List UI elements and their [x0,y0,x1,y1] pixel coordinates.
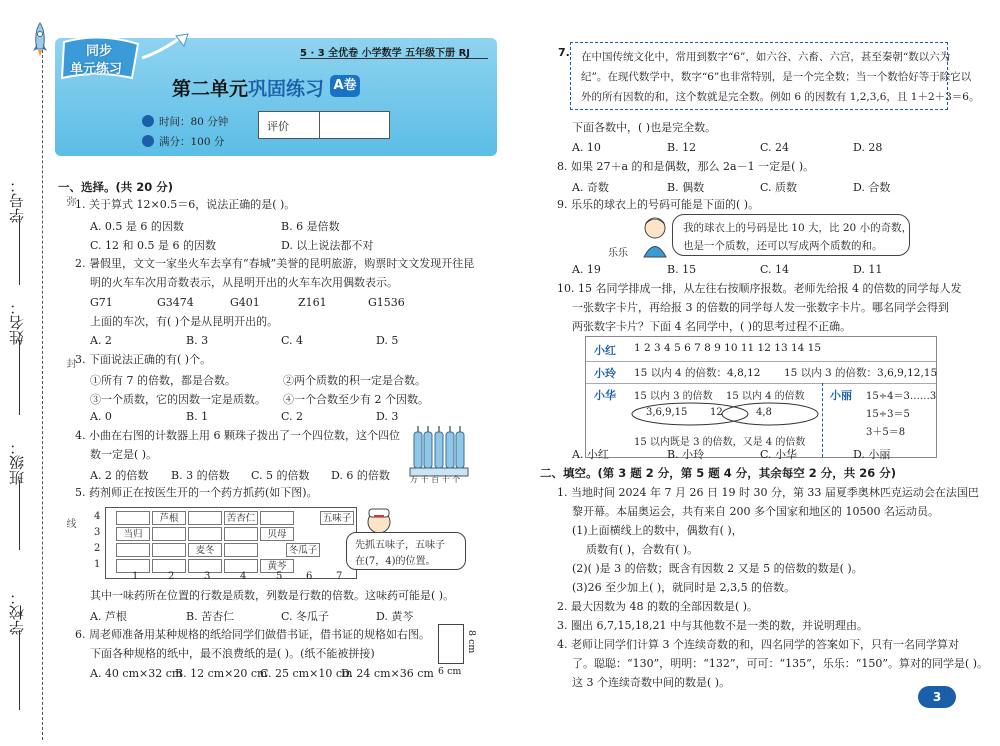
q3-option-d[interactable]: D. 3 [376,410,399,423]
q9-option-c[interactable]: C. 14 [760,263,790,276]
speech-line-2: 在(7，4)的位置。 [355,556,436,567]
drug-blank [188,511,222,525]
rating-divider [319,112,320,138]
q5-line1: 其中一味药所在位置的行数是质数，列数是行数的倍数。这味药可能是( )。 [90,589,455,602]
drug-blank [116,511,150,525]
table-divider [586,383,936,384]
abacus-illustration [408,422,470,486]
q10-option-b[interactable]: B. 小玲 [667,448,705,461]
drug-wuweizi: 五味子 [320,511,354,525]
name-label: 姓名： [8,300,26,345]
student-id-label: 学号： [8,178,26,223]
lele-name: 乐乐 [608,248,628,259]
drug-blank [224,527,258,541]
q8-option-a[interactable]: A. 奇数 [572,181,609,194]
fill-q3: 3. 圈出 6,7,15,18,21 中与其他数不是一类的数，并说明理由。 [557,619,868,632]
grid-row-1: 1 [94,559,101,570]
q10-option-d[interactable]: D. 小丽 [853,448,891,461]
q3-option-c[interactable]: C. 2 [281,410,304,423]
grid-row-3: 3 [94,527,101,538]
q10-thinking-table [585,336,937,458]
q4-option-d[interactable]: D. 6 的倍数 [331,469,390,482]
q3-option-a[interactable]: A. 0 [90,410,112,423]
class-label: 班级： [8,440,26,485]
rocket-icon [30,22,50,58]
drug-blank [152,543,186,557]
drug-kuxingren: 苦杏仁 [224,511,258,525]
note-line-1: 在中国传统文化中，常用到数字“6”，如六谷、六畜、六宫，甚至秦朝“数以六为 [581,51,951,63]
q7-culture-note [570,42,980,110]
q9-option-b[interactable]: B. 15 [667,263,697,276]
xiaohua-label: 小华 [594,389,616,402]
q4-option-a[interactable]: A. 2 的倍数 [90,469,149,482]
rocket-decoration-icon [140,32,190,62]
speech-line-1: 先抓五味子，五味子 [355,540,445,551]
fill-q4-line2[interactable]: 了。聪聪：“130”，明明：“132”，可可：“135”，乐乐：“150”。算对的同学是( )。 [572,657,989,670]
grid-row-2: 2 [94,543,101,554]
library-card-diagram [438,624,464,664]
fill-q4-line3[interactable]: 这 3 个连续奇数中间的数是( )。 [572,676,731,689]
tag-line-2: 单元练习 [70,62,123,77]
pharmacist-speech-bubble [346,532,466,570]
grid-row-4: 4 [94,511,101,522]
xiaohua-set-b-label: 15 以内 4 的倍数 [726,391,805,402]
exam-time: 时间：80 分钟 [159,116,229,128]
school-blank[interactable] [19,630,20,710]
fill-q2[interactable]: 2. 最大因数为 48 的数的全部因数是( )。 [557,600,759,613]
q2-line2: 明的火车车次用奇数表示，从昆明开出的火车车次用偶数表示。 [90,276,398,289]
q7-stem: 下面各数中，( )也是完全数。 [572,121,717,134]
title-highlight: 巩固练习 [248,78,325,100]
student-id-blank[interactable] [19,215,20,285]
q8-option-b[interactable]: B. 偶数 [667,181,705,194]
rating-box[interactable] [258,111,390,139]
q7-option-b[interactable]: B. 12 [667,141,697,154]
grid-col-4: 4 [240,571,247,582]
q7-option-c[interactable]: C. 24 [760,141,790,154]
q3-statement-2: ②两个质数的积一定是合数。 [283,374,426,387]
seal-char-xian: 线 [64,518,75,528]
fill-q1-sub1[interactable]: (1)上面横线上的数中，偶数有( )， [572,524,743,537]
exam-meta [142,112,228,152]
q1-option-d[interactable]: D. 以上说法都不对 [281,239,374,252]
venn-left-values: 3,6,9,15 [646,407,688,418]
q10-option-c[interactable]: C. 小华 [760,448,798,461]
q5-option-a[interactable]: A. 芦根 [90,610,127,623]
q7-option-a[interactable]: A. 10 [572,141,601,154]
q5-option-c[interactable]: C. 冬瓜子 [281,610,330,623]
q9-option-a[interactable]: A. 19 [572,263,601,276]
q2-train-3: G401 [230,296,260,309]
grid-col-6: 6 [306,571,313,582]
card-width-label: 6 cm [438,666,462,677]
fill-q4-line1: 4. 老师让同学们计算 3 个连续奇数的和，四名同学的答案如下，只有一名同学算对 [557,638,959,651]
exam-score: 满分：100 分 [159,136,225,148]
venn-overlap-value: 12 [710,407,723,418]
q1-stem: 1. 关于算式 12×0.5＝6，说法正确的是( )。 [75,198,296,211]
drug-blank [224,543,258,557]
q2-train-1: G71 [90,296,113,309]
table-divider [586,361,936,362]
check-icon [142,135,154,147]
q8-option-d[interactable]: D. 合数 [853,181,891,194]
q2-option-b[interactable]: B. 3 [186,334,209,347]
sync-practice-tag [60,34,142,84]
xiaohua-set-a-label: 15 以内 3 的倍数 [634,391,713,402]
q2-train-5: G1536 [368,296,405,309]
fill-q1-line2: 黎开幕。本届奥运会，共有来自 200 多个国家和地区的 10500 名运动员。 [572,505,939,518]
lele-speech-bubble [672,214,913,256]
xiaohong-sequence: 1 2 3 4 5 6 7 8 9 10 11 12 13 14 15 [634,342,822,354]
q2-train-2: G3474 [157,296,194,309]
xiaoli-step-3: 3＋5＝8 [866,427,906,438]
fill-q1-line1: 1. 当地时间 2024 年 7 月 26 日 19 时 30 分，第 33 届夏季奥林匹克运动会在法国巴 [557,486,979,499]
q6-option-a[interactable]: A. 40 cm×32 cm [90,667,183,680]
q7-number: 7. [558,46,570,59]
series-line: 5 · 3 全优卷 小学数学 五年级下册 RJ [300,48,471,59]
q7-option-d[interactable]: D. 28 [853,141,883,154]
xiaoli-step-1: 15÷4＝3……3 [866,391,937,402]
note-line-2: 纪”。在现代数学中，数字“6”也非常特别，是一个完全数；当一个数恰好等于除它以 [581,71,972,83]
title-underline [300,58,488,59]
section2-heading: 二、填空。(第 3 题 2 分，第 5 题 4 分，其余每空 2 分，共 26 分) [540,466,897,480]
drug-blank [116,543,150,557]
drug-huangqin: 黄芩 [260,559,294,573]
q8-option-c[interactable]: C. 质数 [760,181,798,194]
q1-option-c[interactable]: C. 12 和 0.5 是 6 的因数 [90,239,216,252]
bubble-line-2: 也是一个质数，还可以写成两个质数的和。 [683,240,883,252]
xiaohua-conclusion: 15 以内既是 3 的倍数，又是 4 的倍数 [634,437,806,448]
xiaoling-line-a: 15 以内 4 的倍数：4,8,12 [634,367,761,379]
rating-label: 评价 [267,120,289,133]
q10-option-a[interactable]: A. 小红 [572,448,609,461]
q10-line1: 10. 15 名同学排成一排，从左往右按顺序报数。老师先给报 4 的倍数的同学每人发 [557,282,962,295]
q4-line2: 数一定是( )。 [90,448,158,461]
table-vertical-divider [822,383,823,457]
q3-stem: 3. 下面说法正确的有( )个。 [75,353,212,366]
drug-danggui: 当归 [116,527,150,541]
q6-line1: 6. 周老师准备用某种规格的纸给同学们做借书证，借书证的规格如右图。 [75,628,430,641]
drug-blank [188,527,222,541]
q6-option-b[interactable]: B. 12 cm×20 cm [175,667,268,680]
q4-option-b[interactable]: B. 3 的倍数 [171,469,230,482]
q5-option-d[interactable]: D. 黄芩 [376,610,414,623]
section1-heading: 一、选择。(共 20 分) [58,180,174,194]
drug-dongguazi: 冬瓜子 [286,543,320,557]
school-label: 学校： [8,590,26,635]
q6-option-d[interactable]: D. 24 cm×36 cm [341,667,434,680]
fill-q1-sub1b[interactable]: 质数有( )，合数有( )。 [586,543,699,556]
title-prefix: 第二单元 [172,78,249,100]
q2-train-4: Z161 [298,296,327,309]
q4-option-c[interactable]: C. 5 的倍数 [251,469,310,482]
q3-statement-1: ①所有 7 的倍数，都是合数。 [90,374,236,387]
q2-option-c[interactable]: C. 4 [281,334,304,347]
fill-q1-sub2[interactable]: (2)( )是 3 的倍数；既含有因数 2 又是 5 的倍数的数是( )。 [572,562,863,575]
xiaoli-step-2: 15÷3＝5 [866,409,910,420]
abacus-labels: 万 千 百 十 个 [410,475,461,484]
xiaoli-label: 小丽 [830,389,852,402]
venn-right-values: 4,8 [756,407,772,418]
grid-col-5: 5 [276,571,283,582]
page-title [172,74,324,101]
bubble-line-1: 我的球衣上的号码是比 10 大，比 20 小的奇数， [683,222,913,234]
card-height-label: 8 cm [466,630,477,654]
q1-option-b[interactable]: B. 6 是倍数 [281,220,340,233]
version-badge: A卷 [330,75,360,97]
q3-statement-4: ④一个合数至少有 2 个因数。 [283,393,429,406]
binding-dashed-line [42,40,43,740]
seal-char-mi: 弥 [64,196,75,206]
seal-char-feng: 封 [64,358,75,368]
q2-option-a[interactable]: A. 2 [90,334,112,347]
drug-blank [260,511,294,525]
medicine-cabinet-grid [105,507,357,579]
grid-col-7: 7 [336,571,343,582]
q2-option-d[interactable]: D. 5 [376,334,399,347]
clock-icon [142,115,154,127]
page-number: 3 [918,686,956,708]
name-blank[interactable] [19,340,20,415]
q9-stem: 9. 乐乐的球衣上的号码可能是下面的( )。 [557,198,760,211]
q3-statement-3: ③一个质数，它的因数一定是质数。 [90,393,266,406]
note-line-3: 外的所有因数的和，这个数就是完全数。例如 6 的因数有 1,2,3,6，且 1＋2＋3＝6。 [581,91,980,103]
q3-option-b[interactable]: B. 1 [186,410,209,423]
fill-q1-sub3[interactable]: (3)26 至少加上( )，就同时是 2,3,5 的倍数。 [572,581,796,594]
q1-option-a[interactable]: A. 0.5 是 6 的因数 [90,220,184,233]
drug-ludigen: 芦根 [152,511,186,525]
drug-blank [152,527,186,541]
class-blank[interactable] [19,480,20,550]
q2-line1: 2. 暑假里，文文一家坐火车去享有“春城”美誉的昆明旅游，购票时文文发现开往昆 [75,257,475,270]
drug-maidong: 麦冬 [188,543,222,557]
grid-col-3: 3 [204,571,211,582]
drug-zhebeimu: 贝母 [260,527,294,541]
grid-col-2: 2 [168,571,175,582]
tag-line-1: 同步 [86,44,113,59]
q9-option-d[interactable]: D. 11 [853,263,883,276]
lele-boy-icon [640,216,670,258]
xiaohong-label: 小红 [594,344,616,357]
q8-stem: 8. 如果 27＋a 的和是偶数，那么 2a－1 一定是( )。 [557,160,815,173]
q6-option-c[interactable]: C. 25 cm×10 cm [260,667,353,680]
q4-line1: 4. 小曲在右图的计数器上用 6 颗珠子拨出了一个四位数，这个四位 [75,429,400,442]
q5-option-b[interactable]: B. 苦杏仁 [186,610,235,623]
q2-line3: 上面的车次，有( )个是从昆明开出的。 [90,315,279,328]
grid-col-1: 1 [132,571,139,582]
xiaoling-label: 小玲 [594,367,616,380]
q10-line2: 一张数字卡片，再给报 3 的倍数的同学每人发一张数字卡片。哪名同学会得到 [572,301,949,314]
q10-line3: 两张数字卡片？下面 4 名同学中，( )的思考过程不正确。 [572,320,852,333]
q5-stem: 5. 药剂师正在按医生开的一个药方抓药(如下图)。 [75,486,318,499]
q6-line2: 下面各种规格的纸中，最不浪费纸的是( )。(纸不能被拼接) [90,647,375,660]
xiaoling-line-b: 15 以内 3 的倍数：3,6,9,12,15 [784,367,938,379]
